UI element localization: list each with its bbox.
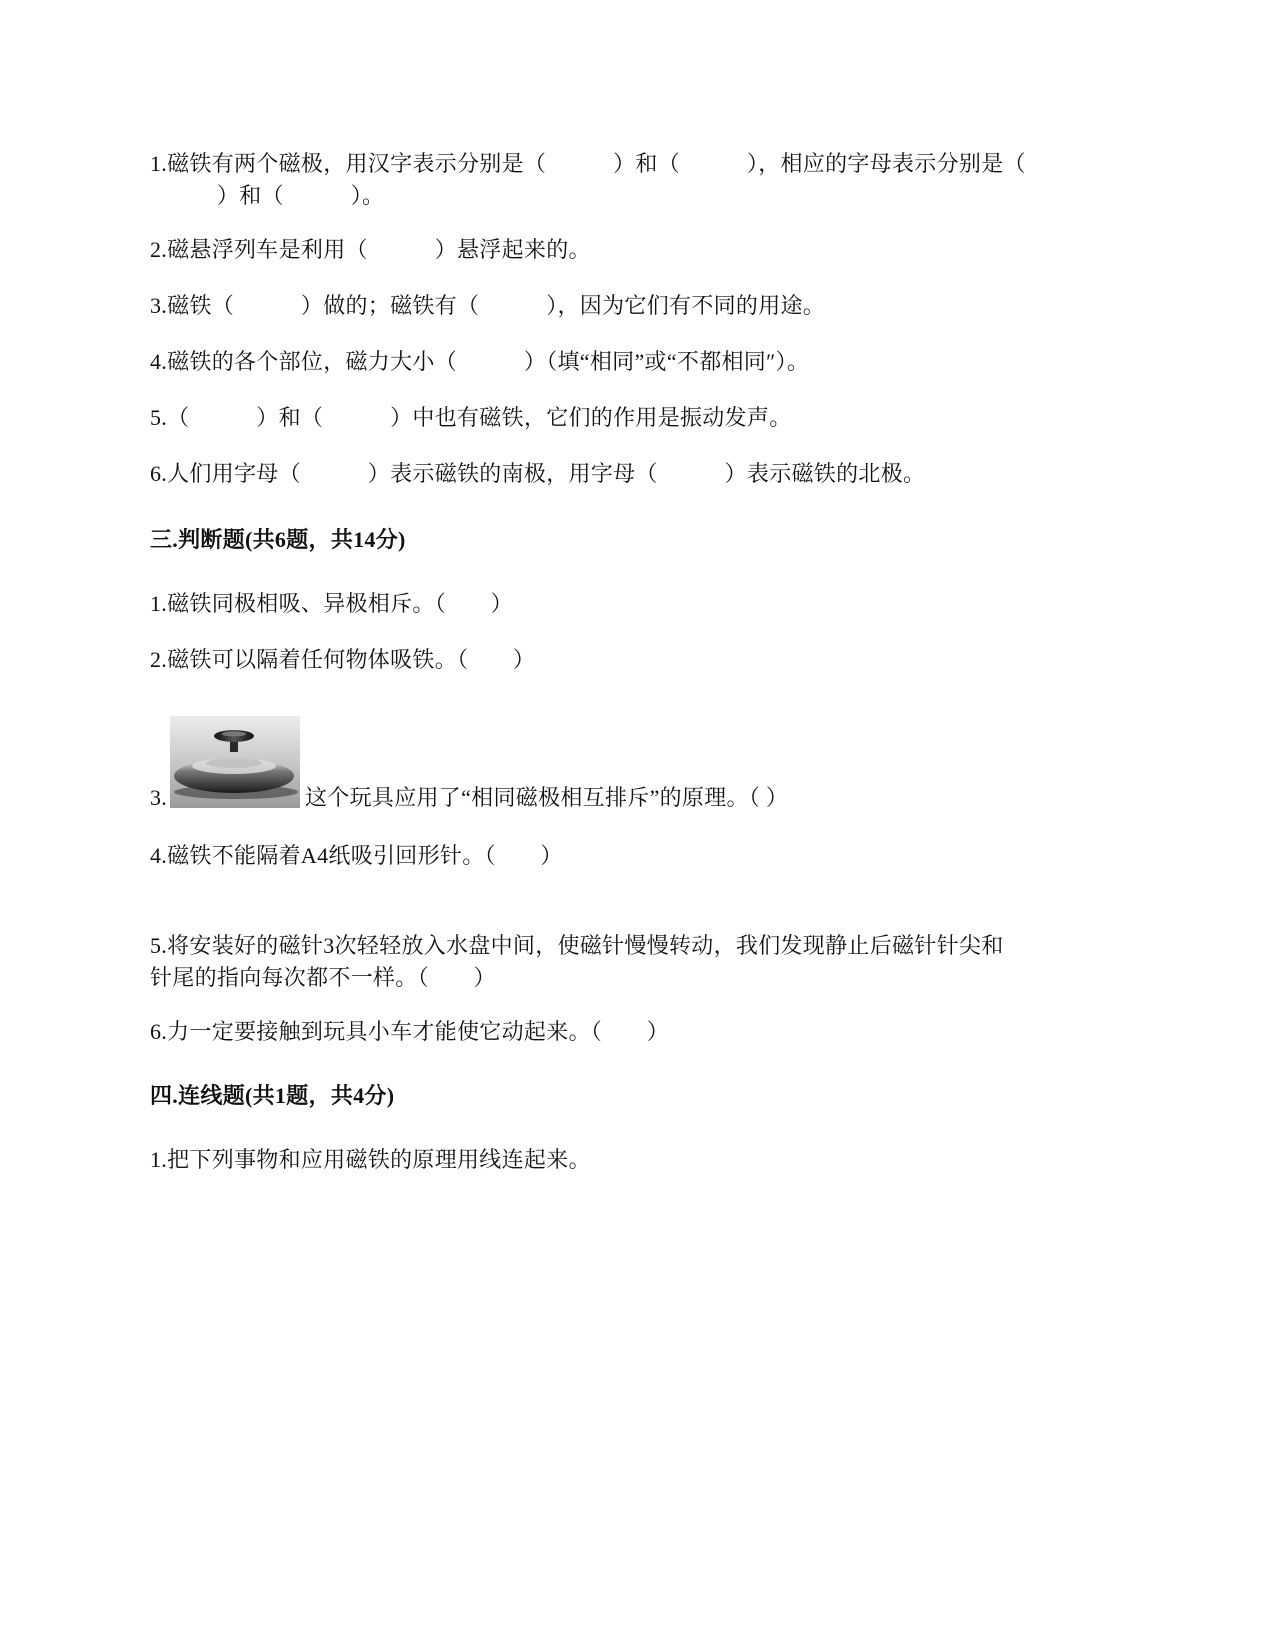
match-question-1: 1.把下列事物和应用磁铁的原理用线连起来。 [150, 1147, 591, 1172]
fill-question-6: 6.人们用字母（ ）表示磁铁的南极，用字母（ ）表示磁铁的北极。 [150, 461, 926, 486]
levitating-magnet-toy-image [170, 716, 300, 808]
fill-question-1-line-2: ）和（ ）。 [150, 183, 385, 208]
judge-question-3-text: 这个玩具应用了“相同磁极相互排斥”的原理。（ ） [305, 785, 789, 810]
judge-question-3-number: 3. [150, 785, 168, 810]
judge-question-1: 1.磁铁同极相吸、异极相斥。（ ） [150, 591, 513, 616]
judge-question-5-line-1: 5.将安装好的磁针3次轻轻放入水盘中间，使磁针慢慢转动，我们发现静止后磁针针尖和 [150, 933, 1004, 958]
fill-question-5: 5.（ ）和（ ）中也有磁铁，它们的作用是振动发声。 [150, 405, 792, 430]
judge-question-2: 2.磁铁可以隔着任何物体吸铁。（ ） [150, 647, 536, 672]
judge-section-heading: 三.判断题(共6题，共14分) [150, 527, 406, 552]
judge-question-5-line-2: 针尾的指向每次都不一样。（ ） [150, 965, 496, 990]
match-section-heading: 四.连线题(共1题，共4分) [150, 1083, 395, 1108]
fill-question-2: 2.磁悬浮列车是利用（ ）悬浮起来的。 [150, 237, 591, 262]
fill-question-3: 3.磁铁（ ）做的；磁铁有（ ），因为它们有不同的用途。 [150, 293, 826, 318]
fill-question-1-line-1: 1.磁铁有两个磁极，用汉字表示分别是（ ）和（ ），相应的字母表示分别是（ [150, 151, 1026, 176]
judge-question-4: 4.磁铁不能隔着A4纸吸引回形针。（ ） [150, 843, 563, 868]
judge-question-6: 6.力一定要接触到玩具小车才能使它动起来。（ ） [150, 1019, 670, 1044]
fill-question-4: 4.磁铁的各个部位，磁力大小（ ）（填“相同”或“不都相同″）。 [150, 349, 810, 374]
